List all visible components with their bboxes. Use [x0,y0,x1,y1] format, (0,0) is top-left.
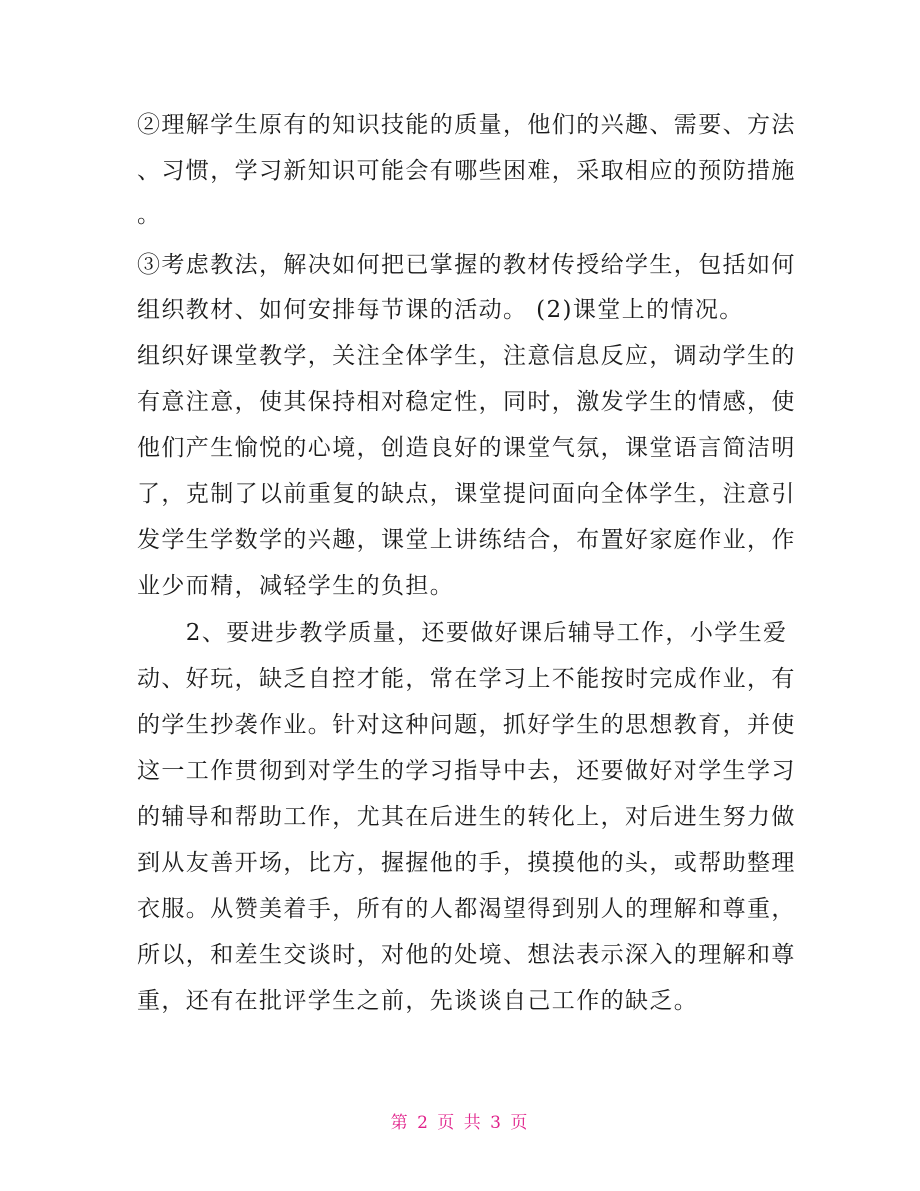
text-line: 的学生抄袭作业。针对这种问题，抓好学生的思想教育，并使 [137,712,796,738]
text-line: 重，还有在批评学生之前，先谈谈自己工作的缺乏。 [137,988,699,1014]
text-line: 所以，和差生交谈时，对他的处境、想法表示深入的理解和尊 [137,942,796,968]
page-number-footer: 第 2 页 共 3 页 [390,1113,530,1133]
text-line: 2、要进步教学质量，还要做好课后辅导工作，小学生爱 [137,620,788,646]
text-line: 了，克制了以前重复的缺点，课堂提问面向全体学生，注意引 [137,481,796,507]
text-line: 的辅导和帮助工作，尤其在后进生的转化上，对后进生努力做 [137,804,796,830]
text-line: 这一工作贯彻到对学生的学习指导中去，还要做好对学生学习 [137,758,796,784]
text-line: 衣服。从赞美着手，所有的人都渴望得到别人的理解和尊重， [137,896,796,922]
text-line: 他们产生愉悦的心境，创造良好的课堂气氛，课堂语言简洁明 [137,435,796,461]
text-line: 业少而精，减轻学生的负担。 [137,573,455,599]
text-line: 有意注意，使其保持相对稳定性，同时，激发学生的情感，使 [137,389,796,415]
text-line: 动、好玩，缺乏自控才能，常在学习上不能按时完成作业，有 [137,666,796,692]
text-line: 到从友善开场，比方，握握他的手，摸摸他的头，或帮助整理 [137,850,796,876]
text-line: 组织好课堂教学，关注全体学生，注意信息反应，调动学生的 [137,343,796,369]
text-line: 。 [137,202,162,228]
text-line: 、习惯，学习新知识可能会有哪些困难，采取相应的预防措施 [137,158,796,184]
text-line: ③考虑教法，解决如何把已掌握的教材传授给学生，包括如何 [137,252,796,278]
text-line: ②理解学生原有的知识技能的质量，他们的兴趣、需要、方法 [137,112,796,138]
text-line: 发学生学数学的兴趣，课堂上讲练结合，布置好家庭作业，作 [137,527,796,553]
text-line: 组织教材、如何安排每节课的活动。 (2)课堂上的情况。 [137,297,744,323]
